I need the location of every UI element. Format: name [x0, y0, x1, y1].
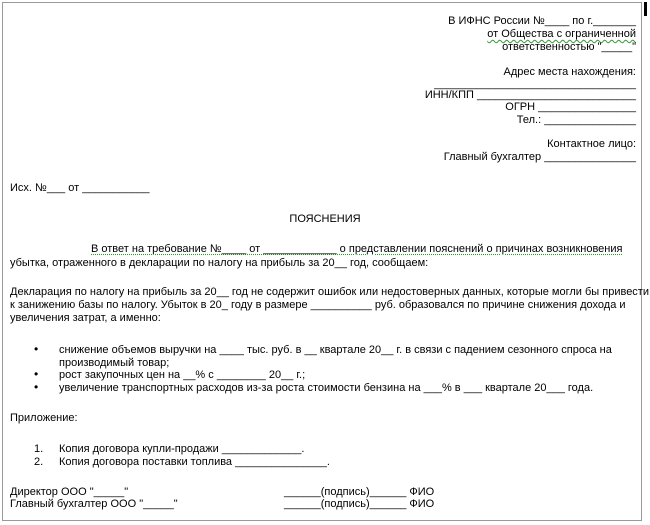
- bullet-item-3: увеличение транспортных расходов из-за роста стоимости бензина на ___% в ___ квартале 20___ года.: [59, 382, 594, 394]
- sender-line-1: от Общества с ограниченной: [487, 28, 636, 40]
- bullet-dot: •: [34, 342, 39, 356]
- signature-role-accountant: Главный бухгалтер ООО "_____": [10, 498, 178, 510]
- signature-field-accountant: ______(подпись)______ ФИО: [284, 498, 435, 510]
- sender-line-2: ответственностью "_____": [502, 41, 636, 53]
- bullet-item-1-line-1: снижение объемов выручки на ____ тыс. руб. в __ квартале 20__ г. в связи с падением сезонного спроса на: [59, 344, 612, 356]
- inn-kpp-line: ИНН/КПП __________________________: [424, 89, 636, 101]
- attachment-item-1: Копия договора купли-продажи _____________.: [59, 443, 305, 455]
- recipient-line: В ИФНС России №____ по г._______: [448, 15, 636, 27]
- chief-accountant-line: Главный бухгалтер _______________: [443, 151, 636, 163]
- attachment-item-2: Копия договора поставки топлива _______________.: [59, 456, 330, 468]
- intro-line-1: В ответ на требование №____ от ____________ о представлении пояснений о причинах возникновения: [91, 243, 623, 255]
- attachment-number: 1.: [34, 443, 44, 455]
- bullet-dot: •: [34, 380, 39, 394]
- ogrn-line: ОГРН ________________: [505, 101, 636, 113]
- intro-line-2: убытка, отраженного в декларации по налогу на прибыль за 20__ год, сообщаем:: [10, 257, 429, 269]
- phone-line: Тел.: _______________: [516, 114, 636, 126]
- document-title: ПОЯСНЕНИЯ: [289, 213, 361, 225]
- text-cursor: [644, 2, 647, 16]
- body-line-2: к занижению базы по налогу. Убыток в 20_ году в размере __________ руб. образовался по причине снижения дохода и: [10, 299, 626, 311]
- attachment-number: 2.: [34, 456, 44, 468]
- bullet-item-1-line-2: производимый товар;: [59, 357, 170, 369]
- attachments-label: Приложение:: [10, 412, 78, 424]
- signature-role-director: Директор ООО "_____": [10, 486, 129, 498]
- outgoing-reference: Исх. №___ от ___________: [10, 182, 150, 194]
- body-line-1: Декларация по налогу на прибыль за 20__ год не содержит ошибок или недостоверных данных, которые могли бы привести: [10, 286, 649, 298]
- contact-label: Контактное лицо:: [547, 138, 636, 150]
- body-line-3: увеличения затрат, а именно:: [10, 312, 161, 324]
- bullet-item-2: рост закупочных цен на __% с ________ 20__ г.;: [59, 369, 306, 381]
- address-blank: _________________________________: [434, 78, 636, 90]
- address-label: Адрес места нахождения:: [503, 66, 636, 78]
- signature-field-director: ______(подпись)______ ФИО: [284, 486, 435, 498]
- bullet-dot: •: [34, 367, 39, 381]
